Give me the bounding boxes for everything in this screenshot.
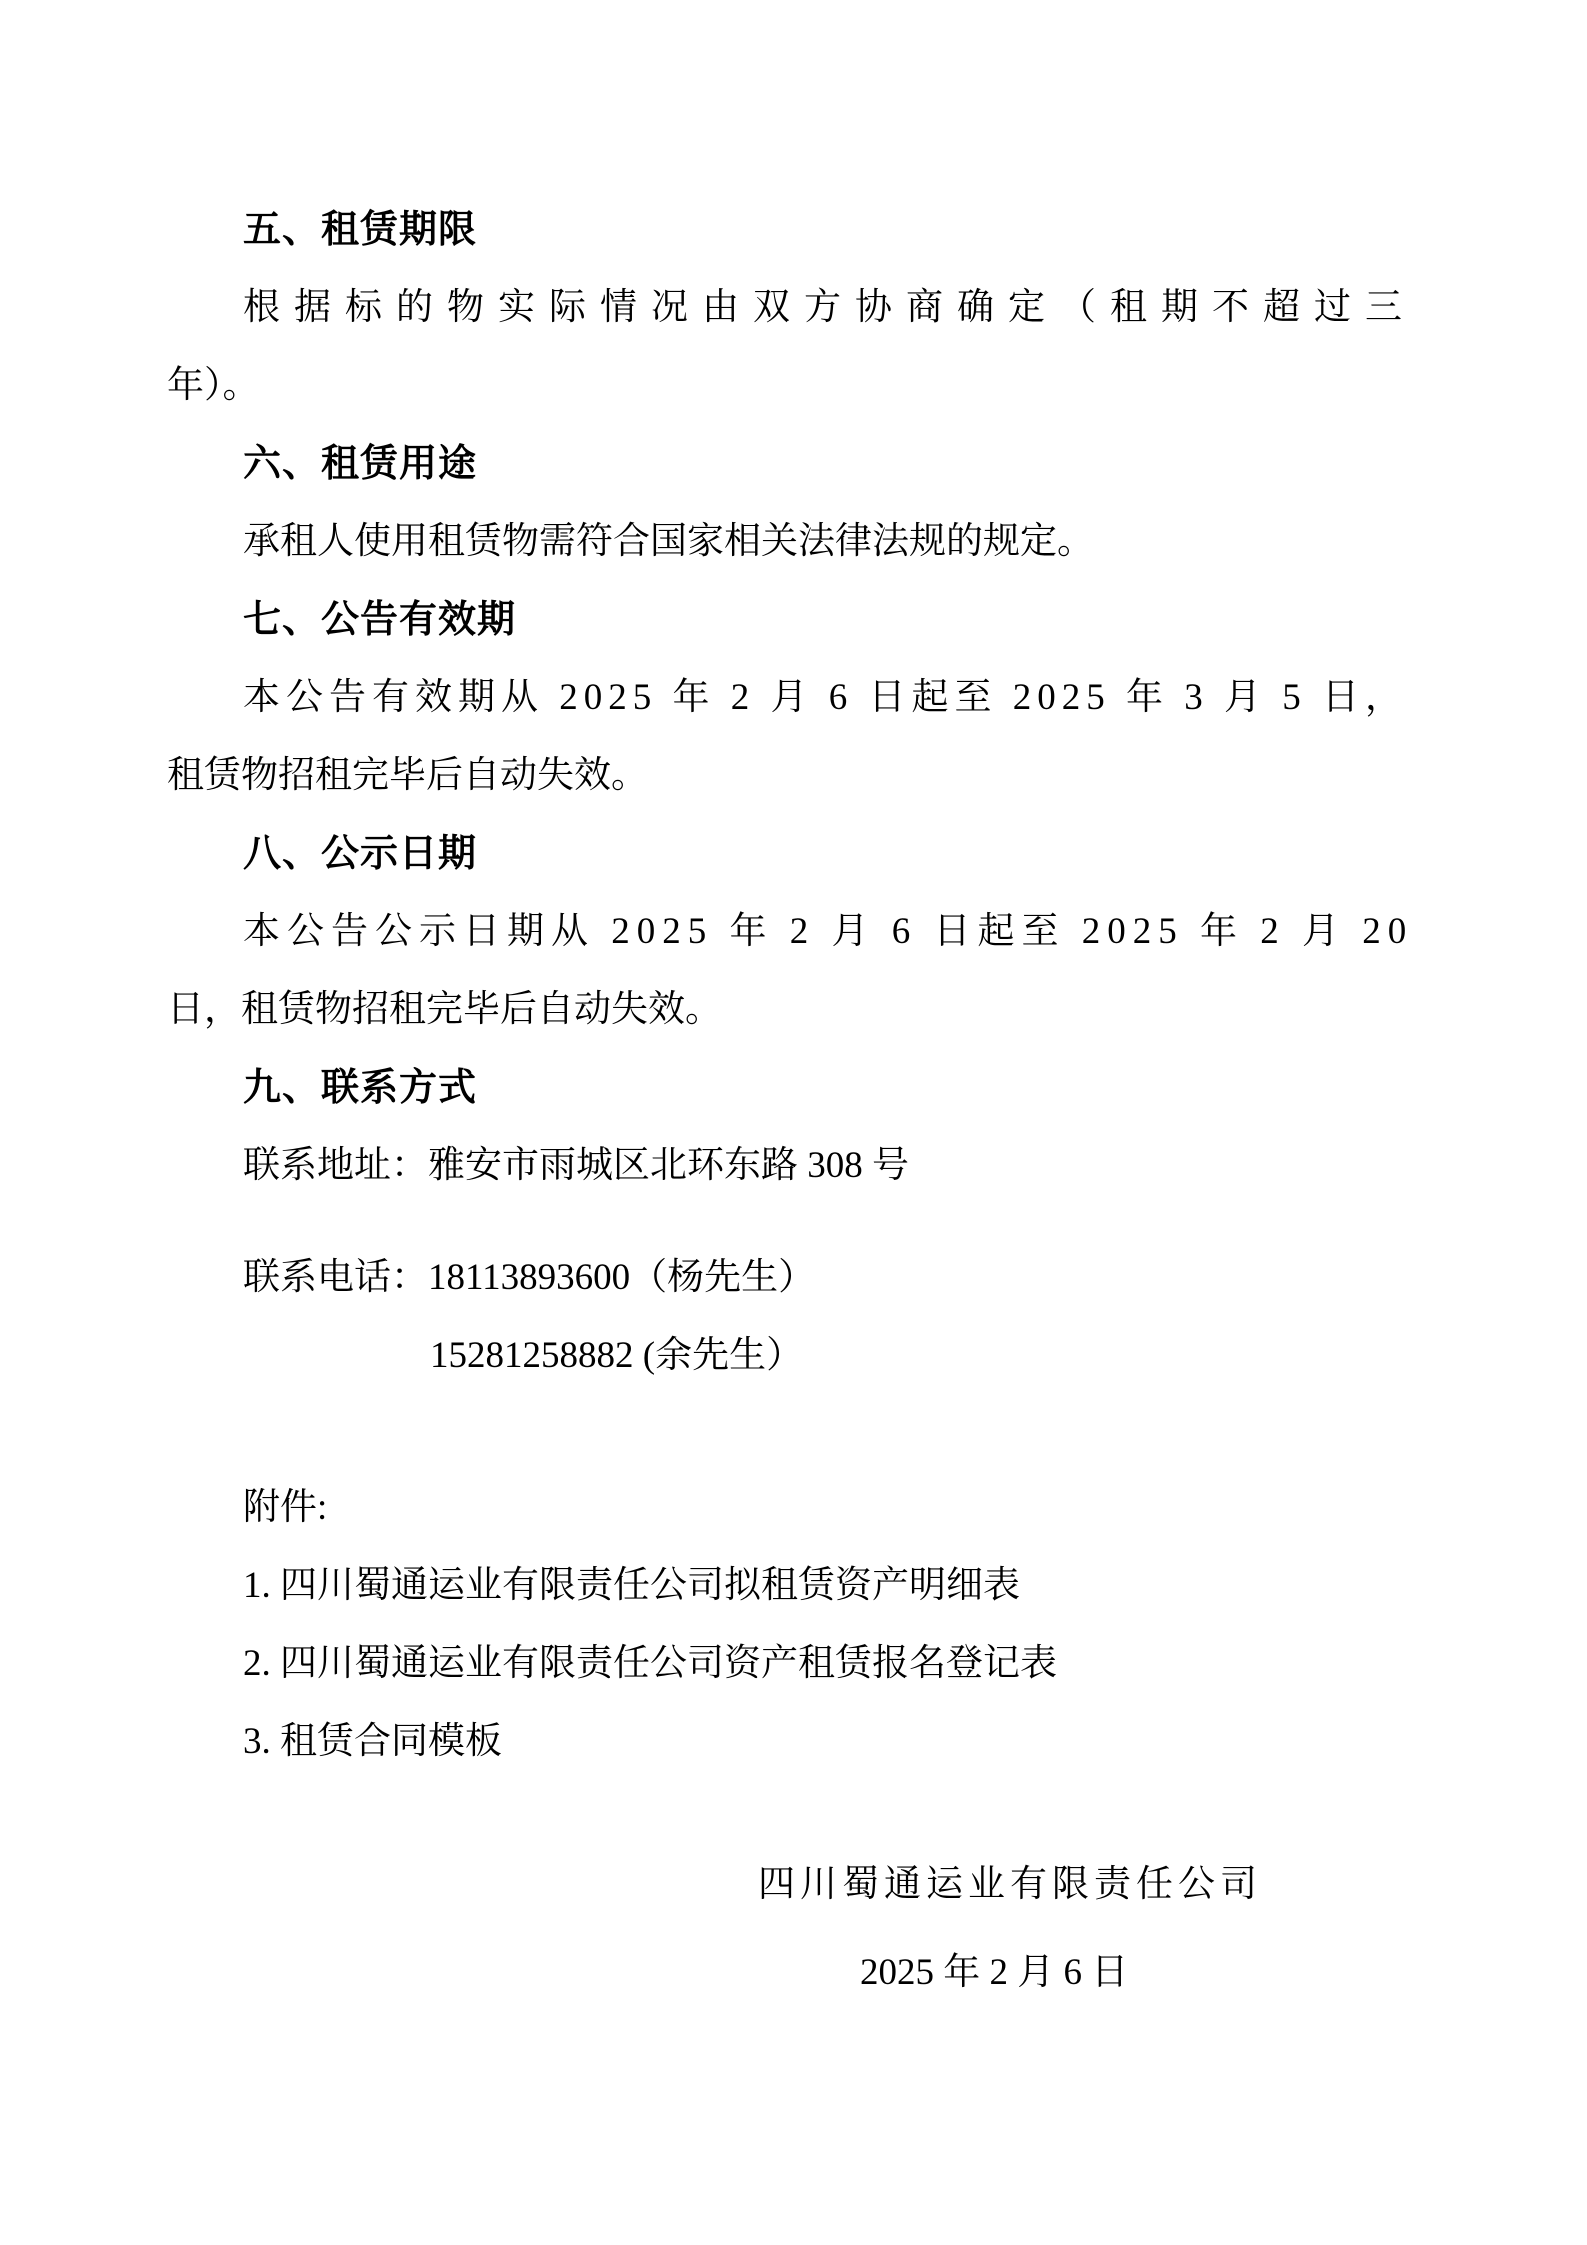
paragraph-publicity-date-line-1: 本公告公示日期从 2025 年 2 月 6 日起至 2025 年 2 月 20 [243,911,1414,952]
attachment-item-asset-detail-list: 1. 四川蜀通运业有限责任公司拟租赁资产明细表 [243,1565,1020,1606]
signature-date: 2025 年 2 月 6 日 [860,1952,1129,1993]
contact-address-line: 联系地址：雅安市雨城区北环东路 308 号 [243,1145,909,1186]
paragraph-lease-purpose-line-1: 承租人使用租赁物需符合国家相关法律法规的规定。 [243,521,1094,562]
section-heading-publicity-date: 八、公示日期 [243,833,478,875]
paragraph-publicity-date-line-2: 日，租赁物招租完毕后自动失效。 [167,989,722,1030]
attachments-label: 附件: [243,1487,328,1528]
paragraph-lease-term-line-1: 根据标的物实际情况由双方协商确定（租期不超过三 [243,287,1416,328]
section-heading-lease-term: 五、租赁期限 [243,209,478,251]
signature-company-name: 四川蜀通运业有限责任公司 [758,1864,1262,1905]
section-heading-announcement-validity: 七、公告有效期 [243,599,517,641]
section-heading-lease-purpose: 六、租赁用途 [243,443,478,485]
contact-phone-secondary-line: 15281258882 (余先生） [430,1335,804,1376]
contact-phone-primary-line: 联系电话：18113893600（杨先生） [243,1257,816,1298]
paragraph-lease-term-line-2: 年）。 [167,365,260,406]
paragraph-announcement-validity-line-2: 租赁物招租完毕后自动失效。 [167,755,648,796]
attachment-item-contract-template: 3. 租赁合同模板 [243,1721,502,1762]
attachment-item-registration-form: 2. 四川蜀通运业有限责任公司资产租赁报名登记表 [243,1643,1057,1684]
paragraph-announcement-validity-line-1: 本公告有效期从 2025 年 2 月 6 日起至 2025 年 3 月 5 日， [243,677,1408,718]
section-heading-contact-info: 九、联系方式 [243,1067,478,1109]
